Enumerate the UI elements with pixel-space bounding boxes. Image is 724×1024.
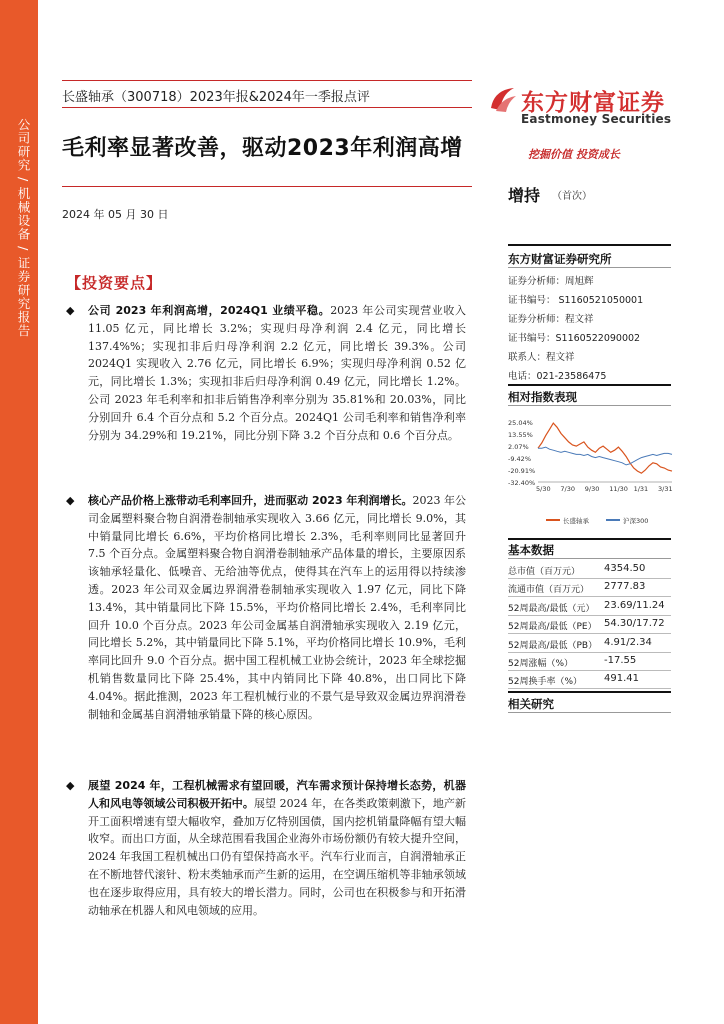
y-tick-label: 25.04% [508, 419, 533, 427]
report-title: 毛利率显著改善，驱动2023年利润高增 [62, 136, 463, 161]
series-line-0 [538, 423, 672, 473]
y-tick-label: -20.91% [508, 467, 536, 475]
bullet-diamond-icon: ◆ [66, 779, 75, 792]
basic-data-rule [508, 538, 671, 540]
basic-data-row [508, 635, 671, 653]
x-tick-label: 7/30 [560, 485, 576, 493]
basic-data-label: 52周换手率（%） [508, 677, 583, 688]
logo-name-cn: 东方财富证券 [521, 90, 665, 116]
institute-rule [508, 244, 671, 246]
phone-line: 电话：021-23586475 [508, 371, 607, 382]
relative-index-chart [506, 412, 674, 532]
rating-note: （首次） [552, 191, 592, 202]
key-point-2-text: 2023 年公司金属塑料聚合物自润滑卷制轴承实现收入 3.66 亿元，同比增长 9.0%，其中销量同比增长 6.6%，平均价格同比增长 2.3%，毛利率则同比显著回升 7.5 个百分点。金属塑料聚合物自润滑卷制轴承产品体量的增长，主要原因系该轴承轻量化、低噪音、无给油等优点，使得其在汽车上的运用得以持续渗透。2023 年公司双金属边界润滑卷制轴承实现收入 1.97 亿元，同比下降 13.4%，其中销量同比下降 15.5%，平均价格同比增长 2.4%，毛利率同比回升 10.0 个百分点。2023 年公司金属基自润滑轴承实现收入 2.19 亿元，同比增长 5.2%，其中销量同比下降 5.1%，平均价格同比增长 10.9%，毛利率同比回升 9.0 个百分点。据中国工程机械工业协会统计，2023 年全球挖掘机销售数量同比下降 25.4%，其中内销同比下降 40.8%，出口同比下降 4.04%。据此推测，2023 年工程机械行业的不景气是导致双金属边界润滑卷制轴和金属基自润滑轴承销量下降的核心原因。 [88, 494, 466, 721]
basic-data-label: 52周涨幅（%） [508, 659, 574, 669]
legend-label: 长盛轴承 [563, 517, 589, 525]
key-point-2 [88, 492, 466, 723]
x-tick-label: 9/30 [584, 485, 600, 493]
analyst-line-1: 证券分析师：周旭辉 [508, 276, 594, 287]
key-point-1 [88, 302, 466, 444]
basic-data-label: 总市值（百万元） [508, 567, 581, 577]
related-title: 相关研究 [508, 697, 554, 711]
slogan: 挖掘价值 投资成长 [528, 148, 620, 161]
chart-section-title: 相对指数表现 [508, 390, 577, 404]
chart-section-rule [508, 384, 671, 386]
basic-data-row [508, 598, 671, 616]
x-tick-label: 1/31 [633, 485, 649, 493]
y-tick-label: 13.55% [508, 431, 533, 439]
header-top-rule [62, 80, 472, 81]
basic-data-label: 52周最高/最低（PE） [508, 622, 597, 633]
basic-data-row [508, 579, 671, 597]
related-rule [508, 691, 671, 693]
key-point-3-heading: 展望 2024 年，工程机械需求有望回暖，汽车需求预计保持增长态势，机器人和风电等领域公司积极开拓中。 [88, 779, 466, 810]
side-category-text: 公司研究 / 机械设备 / 证券研究报告 [16, 118, 31, 338]
report-date: 2024 年 05 月 30 日 [62, 208, 169, 221]
eastmoney-logo-icon [488, 84, 518, 114]
analyst-line-2: 证书编号： S1160521050001 [508, 295, 644, 306]
basic-data-row [508, 671, 671, 689]
basic-data-value: 23.69/11.24 [604, 599, 665, 611]
key-points-title: 【投资要点】 [66, 274, 163, 292]
report-subtitle: 长盛轴承（300718）2023年报&2024年一季报点评 [62, 90, 370, 105]
row-divider [508, 688, 671, 689]
key-point-1-heading: 公司 2023 年利润高增，2024Q1 业绩平稳。 [88, 304, 331, 317]
analyst-line-4: 证书编号：S1160522090002 [508, 333, 641, 344]
basic-data-label: 52周最高/最低（元） [508, 603, 595, 614]
analyst-line-3: 证券分析师：程文祥 [508, 314, 594, 325]
series-line-1 [538, 447, 672, 465]
header-mid-rule [62, 107, 472, 108]
basic-data-row [508, 561, 671, 579]
basic-data-value: -17.55 [604, 655, 637, 666]
basic-data-value: 4354.50 [604, 563, 646, 574]
title-bottom-rule [62, 186, 472, 187]
basic-data-value: 4.91/2.34 [604, 636, 652, 648]
bullet-diamond-icon: ◆ [66, 494, 75, 507]
related-underline [508, 712, 671, 713]
basic-data-title: 基本数据 [508, 543, 554, 557]
basic-data-label: 52周最高/最低（PB） [508, 640, 598, 651]
basic-data-value: 491.41 [604, 673, 639, 685]
y-tick-label: -9.42% [508, 455, 531, 463]
y-tick-label: -32.40% [508, 479, 536, 487]
chart-section-underline [508, 405, 671, 406]
key-point-2-heading: 核心产品价格上涨带动毛利率回升，进而驱动 2023 年利润增长。 [88, 494, 413, 507]
basic-data-row [508, 653, 671, 671]
institute-name: 东方财富证券研究所 [508, 252, 612, 266]
logo-name-en: Eastmoney Securities [521, 112, 672, 126]
x-tick-label: 11/30 [609, 485, 628, 493]
key-point-3-text: 展望 2024 年，在各类政策刺激下，地产新开工面积增速有望大幅收窄，叠加万亿特别国债，国内挖机销量降幅有望大幅收窄。而出口方面，从全球范围看我国企业海外市场份额仍有较大提升空间， 2024 年我国工程机械出口仍有望保持高水平。汽车行业而言，自润滑轴承正在不断地替代滚针、粉末类轴承而产生新的运用，在空调压缩机等非轴承领域也在逐步取得应用，具有较大的增长潜力。同时，公司也在积极参与和开拓滑动轴承在机器人和风电领域的应用。 [88, 796, 466, 917]
basic-data-underline [508, 558, 671, 559]
rating-value: 增持 [508, 186, 541, 205]
basic-data-label: 流通市值（百万元） [508, 585, 590, 596]
basic-data-row [508, 616, 671, 634]
y-tick-label: 2.07% [508, 443, 529, 451]
key-point-1-text: 2023 年公司实现营业收入 11.05 亿元，同比增长 3.2%；实现归母净利润 2.4 亿元，同比增长 137.4%%；实现扣非后归母净利润 2.2 亿元，同比增长 39.3%。公司 2024Q1 实现收入 2.76 亿元，同比增长 6.9%；实现归母净利润 0.52 亿元，同比增长 1.3%；实现扣非后归母净利润 0.49 亿元，同比增长 1.2%。公司 2023 年毛利率和扣非后销售净利率分别为 35.81%和 20.03%，同比分别回升 6.4 个百分点和 5.2 个百分点。2024Q1 公司毛利率和销售净利率分别为 34.29%和 19.21%，同比分别下降 3.2 个百分点和 0.6 个百分点。 [88, 304, 466, 442]
key-point-3 [88, 777, 466, 919]
contact-line: 联系人：程文祥 [508, 352, 575, 363]
legend-label: 沪深300 [623, 517, 649, 525]
basic-data-value: 54.30/17.72 [604, 618, 665, 630]
basic-data-value: 2777.83 [604, 581, 646, 593]
bullet-diamond-icon: ◆ [66, 304, 75, 317]
x-tick-label: 3/31 [658, 485, 673, 493]
x-tick-label: 5/30 [536, 485, 551, 493]
institute-underline [508, 267, 671, 268]
